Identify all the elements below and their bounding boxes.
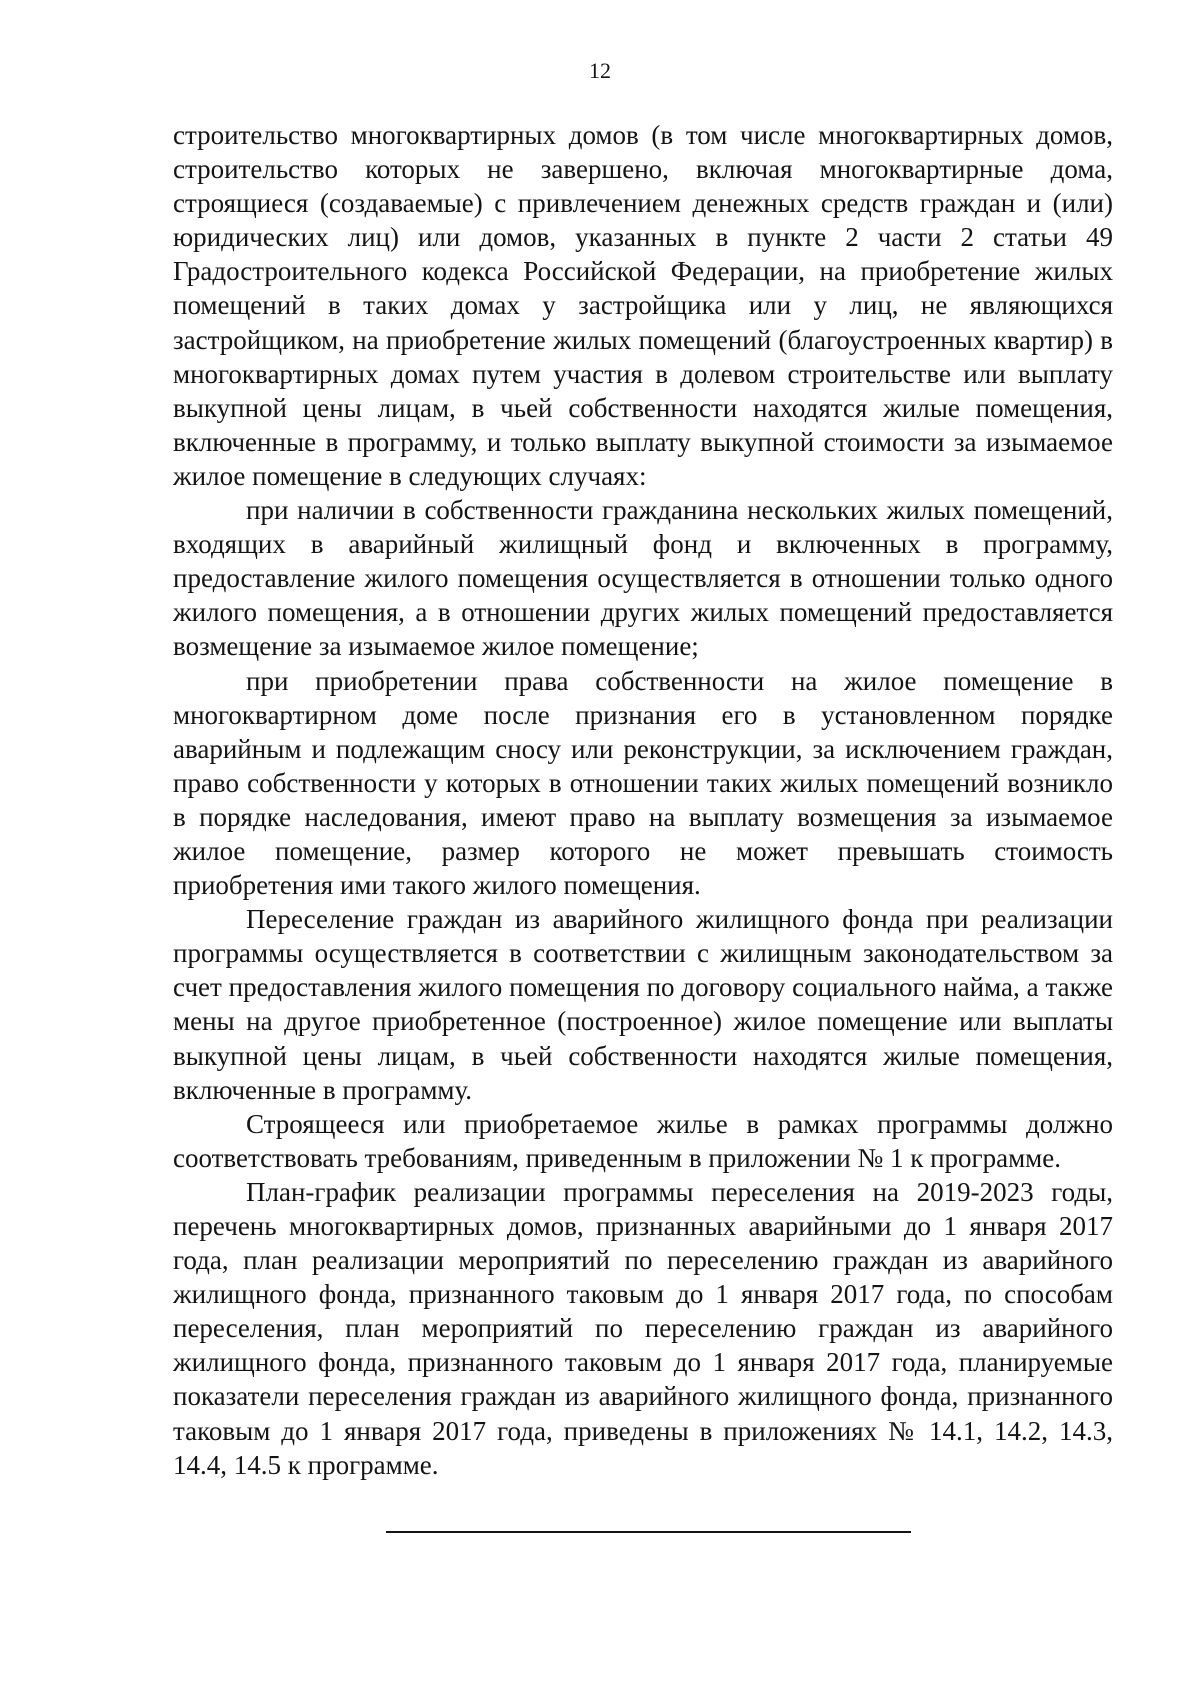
- paragraph-continuation: строительство многоквартирных домов (в том числе многоквартирных домов, строительство которых не завершено, включая многоквартирные дома, строящиеся (создаваемые) с привлечением денежных средств граждан и (или) юридических лиц) или домов, указанных в пункте 2 части 2 статьи 49 Градостроительного кодекса Российской Федерации, на приобретение жилых помещений в таких домах у застройщика или у лиц, не являющихся застройщиком, на приобретение жилых помещений (благоустроенных квартир) в многоквартирных домах путем участия в долевом строительстве или выплату выкупной цены лицам, в чьей собственности находятся жилые помещения, включенные в программу, и только выплату выкупной стоимости за изымаемое жилое помещение в следующих случаях:: [173, 120, 1113, 491]
- paragraph-appendices-reference: План-график реализации программы переселения на 2019-2023 годы, перечень многоквартирных домов, признанных аварийными до 1 января 2017 года, план реализации мероприятий по переселению граждан из аварийного жилищного фонда, признанного таковым до 1 января 2017 года, по способам переселения, план мероприятий по переселению граждан из аварийного жилищного фонда, признанного таковым до 1 января 2017 года, планируемые показатели переселения граждан из аварийного жилищного фонда, признанного таковым до 1 января 2017 года, приведены в приложениях № 14.1, 14.2, 14.3, 14.4, 14.5 к программе.: [173, 1176, 1113, 1480]
- end-of-document-rule: [386, 1531, 911, 1533]
- paragraph-housing-requirements: Строящееся или приобретаемое жилье в рамках программы должно соответствовать требованиям, приведенным в приложении № 1 к программе.: [173, 1108, 1113, 1173]
- paragraph-case-acquired-after-recognition: при приобретении права собственности на жилое помещение в многоквартирном доме после признания его в установленном порядке аварийным и подлежащим сносу или реконструкции, за исключением граждан, право собственности у которых в отношении таких жилых помещений возникло в порядке наследования, имеют право на выплату возмещения за изымаемое жилое помещение, размер которого не может превышать стоимость приобретения ими такого жилого помещения.: [173, 665, 1113, 901]
- document-body: [173, 118, 1113, 1482]
- paragraph-resettlement-method: Переселение граждан из аварийного жилищного фонда при реализации программы осуществляется в соответствии с жилищным законодательством за счет предоставления жилого помещения по договору социального найма, а также мены на другое приобретенное (построенное) жилое помещение или выплаты выкупной цены лицам, в чьей собственности находятся жилые помещения, включенные в программу.: [173, 904, 1113, 1105]
- paragraph-case-multiple-premises: при наличии в собственности гражданина нескольких жилых помещений, входящих в аварийный жилищный фонд и включенных в программу, предоставление жилого помещения осуществляется в отношении только одного жилого помещения, а в отношении других жилых помещений предоставляется возмещение за изымаемое жилое помещение;: [173, 495, 1113, 662]
- page-number: 12: [589, 58, 611, 83]
